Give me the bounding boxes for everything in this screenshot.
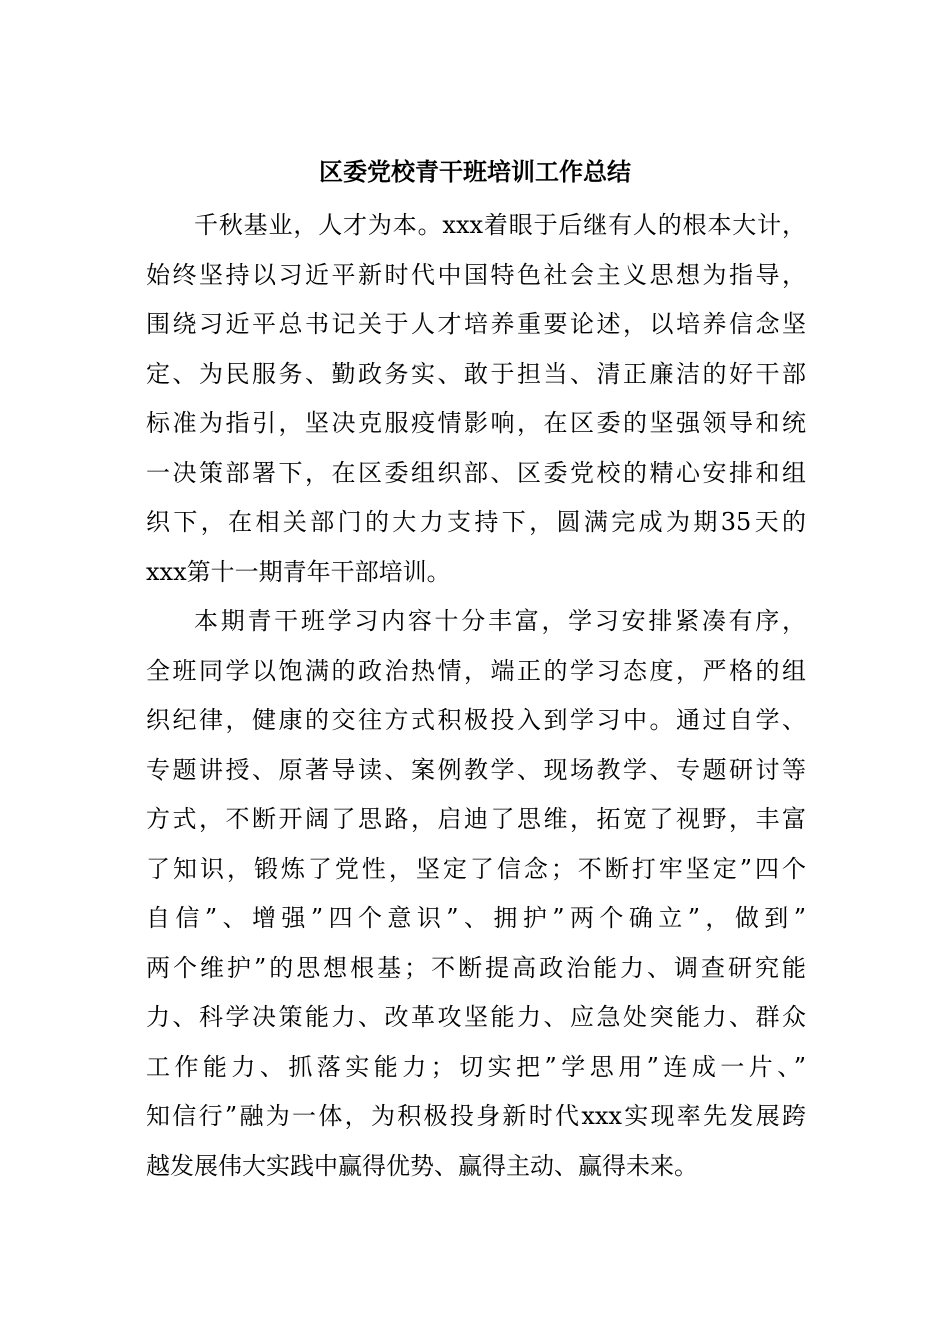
paragraph-2-line-8: 两个维护”的思想根基；不断提高政治能力、调查研究能 [146, 954, 806, 982]
paragraph-2-line-5: 方式，不断开阔了思路，启迪了思维，拓宽了视野，丰富 [146, 805, 806, 833]
paragraph-2-line-3: 织纪律，健康的交往方式积极投入到学习中。通过自学、 [146, 706, 806, 734]
paragraph-1-line-8: xxx第十一期青年干部培训。 [146, 558, 451, 586]
paragraph-2-line-7: 自信”、增强”四个意识”、拥护”两个确立”，做到” [146, 904, 806, 932]
paragraph-1-line-6: 一决策部署下，在区委组织部、区委党校的精心安排和组 [146, 459, 806, 487]
paragraph-2-line-1: 本期青干班学习内容十分丰富，学习安排紧凑有序， [194, 607, 806, 635]
paragraph-1-line-3: 围绕习近平总书记关于人才培养重要论述，以培养信念坚 [146, 310, 806, 338]
paragraph-2-line-12: 越发展伟大实践中赢得优势、赢得主动、赢得未来。 [146, 1152, 698, 1180]
paragraph-2-line-6: 了知识，锻炼了党性，坚定了信念；不断打牢坚定”四个 [146, 855, 806, 883]
paragraph-1-line-1: 千秋基业，人才为本。xxx着眼于后继有人的根本大计， [194, 211, 806, 239]
paragraph-1-line-2: 始终坚持以习近平新时代中国特色社会主义思想为指导， [146, 261, 806, 289]
paragraph-1-line-4: 定、为民服务、勤政务实、敢于担当、清正廉洁的好干部 [146, 360, 806, 388]
paragraph-2-line-9: 力、科学决策能力、改革攻坚能力、应急处突能力、群众 [146, 1003, 806, 1031]
paragraph-2-line-4: 专题讲授、原著导读、案例教学、现场教学、专题研讨等 [146, 756, 806, 784]
paragraph-1-line-5: 标准为指引，坚决克服疫情影响，在区委的坚强领导和统 [146, 409, 806, 437]
page-title: 区委党校青干班培训工作总结 [319, 157, 631, 186]
paragraph-1-line-7: 织下，在相关部门的大力支持下，圆满完成为期35天的 [146, 508, 806, 536]
paragraph-2-line-10: 工作能力、抓落实能力；切实把”学思用”连成一片、” [146, 1053, 806, 1081]
paragraph-2-line-11: 知信行”融为一体，为积极投身新时代xxx实现率先发展跨 [146, 1102, 806, 1130]
paragraph-2-line-2: 全班同学以饱满的政治热情，端正的学习态度，严格的组 [146, 657, 806, 685]
